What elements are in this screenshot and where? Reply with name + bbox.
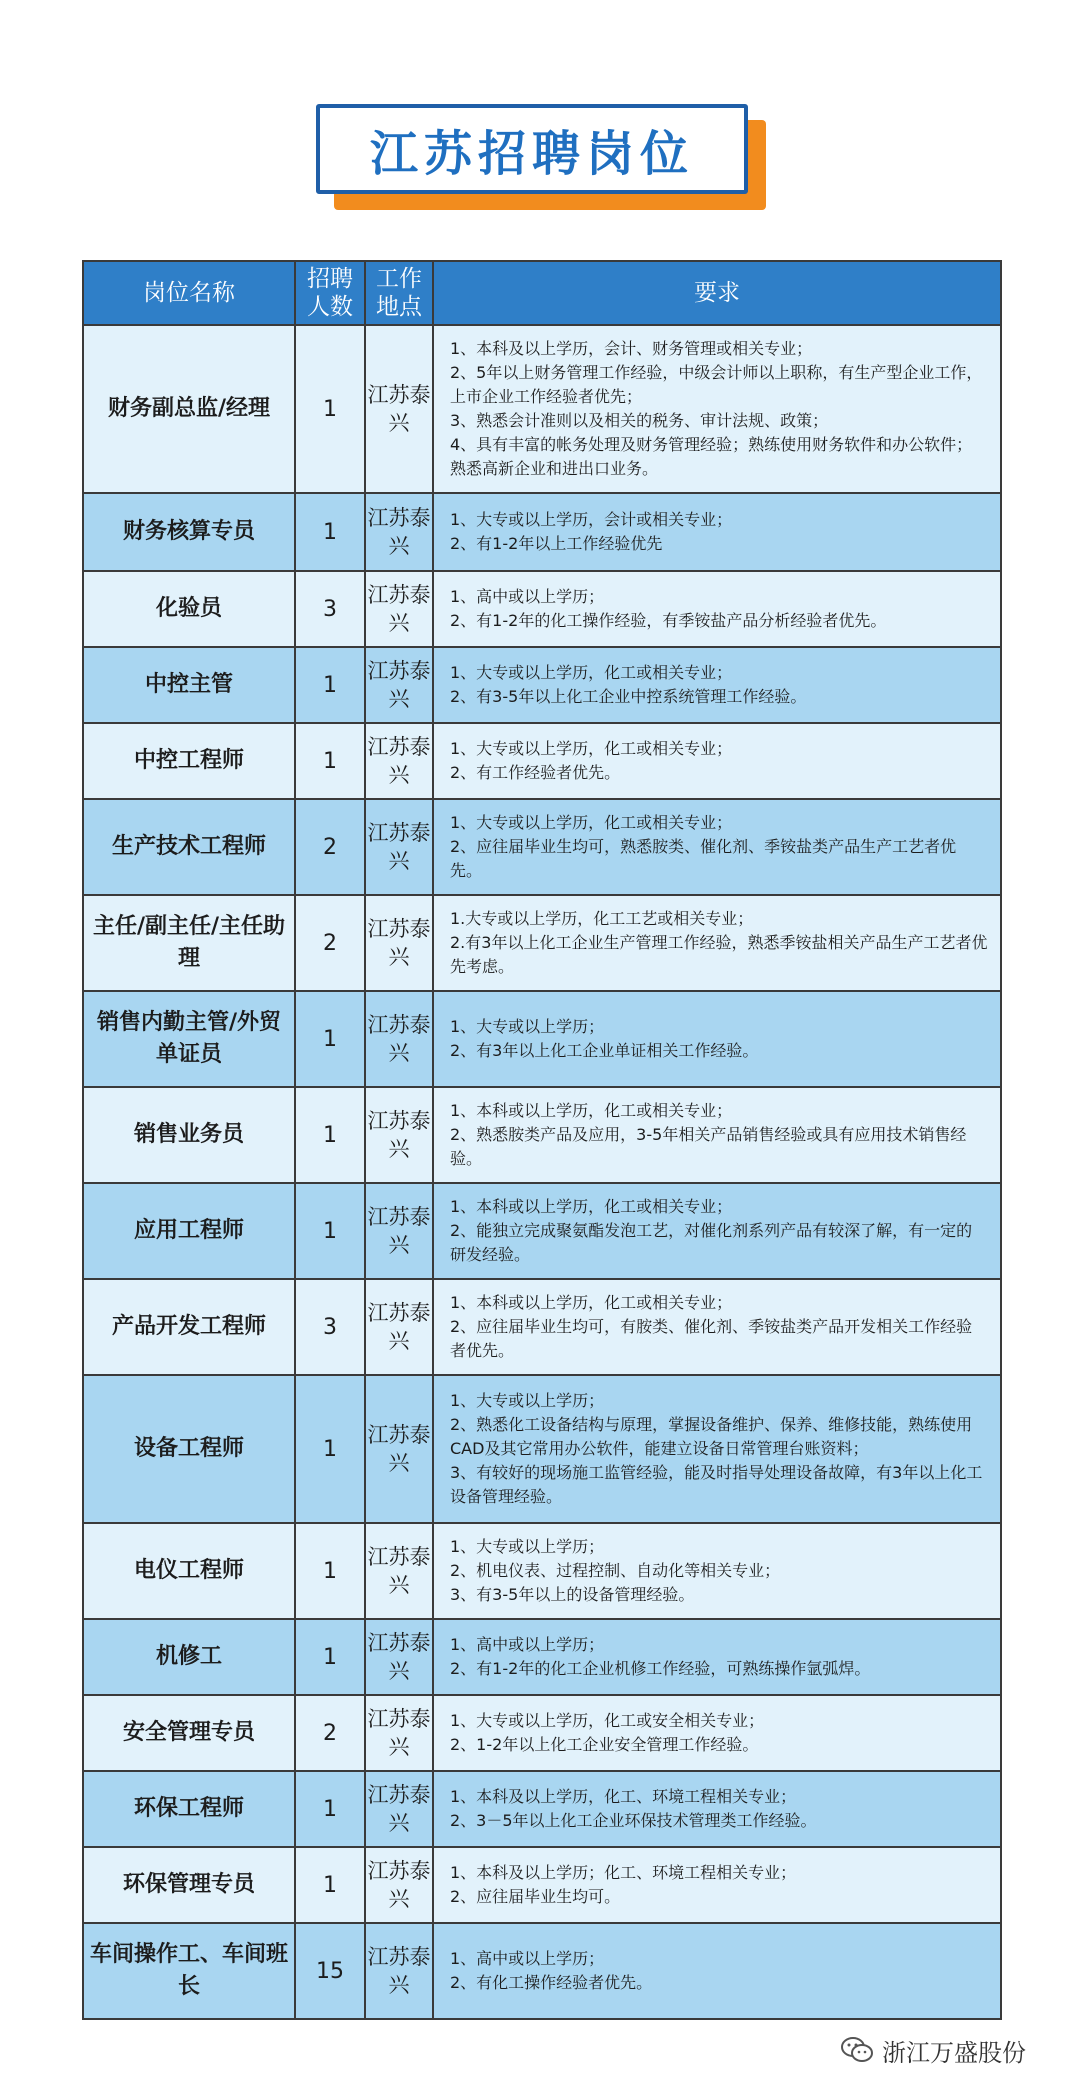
requirements bbox=[433, 1771, 1001, 1847]
requirement-line: 3、熟悉会计准则以及相关的税务、审计法规、政策； bbox=[450, 411, 829, 430]
work-location: 江苏泰兴 bbox=[365, 325, 433, 493]
wechat-icon bbox=[840, 2036, 874, 2064]
work-location: 江苏泰兴 bbox=[365, 799, 433, 895]
headcount: 1 bbox=[295, 1847, 365, 1923]
requirement-line: 1、大专或以上学历，会计或相关专业； bbox=[450, 510, 733, 529]
work-location: 江苏泰兴 bbox=[365, 647, 433, 723]
work-location: 江苏泰兴 bbox=[365, 723, 433, 799]
table-row bbox=[83, 1375, 1001, 1523]
table-row bbox=[83, 647, 1001, 723]
work-location: 江苏泰兴 bbox=[365, 1847, 433, 1923]
requirements bbox=[433, 1695, 1001, 1771]
headcount: 15 bbox=[295, 1923, 365, 2019]
requirement-line: 2、5年以上财务管理工作经验，中级会计师以上职称，有生产型企业工作，上市企业工作经验者优先； bbox=[450, 363, 983, 406]
requirement-line: 1、高中或以上学历； bbox=[450, 1635, 605, 1654]
work-location: 江苏泰兴 bbox=[365, 571, 433, 647]
work-location: 江苏泰兴 bbox=[365, 1771, 433, 1847]
requirement-line: 2、应往届毕业生均可，有胺类、催化剂、季铵盐类产品开发相关工作经验者优先。 bbox=[450, 1317, 973, 1360]
headcount: 1 bbox=[295, 325, 365, 493]
requirement-line: 1、大专或以上学历，化工或相关专业； bbox=[450, 813, 733, 832]
requirement-line: 2、机电仪表、过程控制、自动化等相关专业； bbox=[450, 1561, 781, 1580]
requirements bbox=[433, 1923, 1001, 2019]
requirement-line: 1、大专或以上学历； bbox=[450, 1391, 605, 1410]
position-name: 应用工程师 bbox=[83, 1183, 295, 1279]
table-row bbox=[83, 1523, 1001, 1619]
requirement-line: 2、能独立完成聚氨酯发泡工艺，对催化剂系列产品有较深了解，有一定的研发经验。 bbox=[450, 1221, 973, 1264]
requirement-line: 2、3－5年以上化工企业环保技术管理类工作经验。 bbox=[450, 1811, 817, 1830]
position-name: 生产技术工程师 bbox=[83, 799, 295, 895]
headcount: 1 bbox=[295, 493, 365, 571]
position-name: 财务副总监/经理 bbox=[83, 325, 295, 493]
work-location: 江苏泰兴 bbox=[365, 1087, 433, 1183]
requirements bbox=[433, 1523, 1001, 1619]
position-name: 销售业务员 bbox=[83, 1087, 295, 1183]
header-headcount: 招聘人数 bbox=[295, 261, 365, 325]
requirement-line: 2、熟悉胺类产品及应用，3-5年相关产品销售经验或具有应用技术销售经验。 bbox=[450, 1125, 967, 1168]
requirement-line: 1.大专或以上学历，化工工艺或相关专业； bbox=[450, 909, 754, 928]
requirement-line: 2、有3年以上化工企业单证相关工作经验。 bbox=[450, 1041, 759, 1060]
requirements bbox=[433, 895, 1001, 991]
position-name: 机修工 bbox=[83, 1619, 295, 1695]
requirement-line: 1、本科或以上学历，化工或相关专业； bbox=[450, 1197, 733, 1216]
requirement-line: 2、有工作经验者优先。 bbox=[450, 763, 621, 782]
position-name: 化验员 bbox=[83, 571, 295, 647]
table-row bbox=[83, 1183, 1001, 1279]
headcount: 3 bbox=[295, 1279, 365, 1375]
work-location: 江苏泰兴 bbox=[365, 1279, 433, 1375]
work-location: 江苏泰兴 bbox=[365, 991, 433, 1087]
position-name: 设备工程师 bbox=[83, 1375, 295, 1523]
requirement-line: 2、应往届毕业生均可。 bbox=[450, 1887, 621, 1906]
requirements bbox=[433, 493, 1001, 571]
table-row bbox=[83, 1923, 1001, 2019]
headcount: 3 bbox=[295, 571, 365, 647]
headcount: 1 bbox=[295, 1619, 365, 1695]
headcount: 1 bbox=[295, 1087, 365, 1183]
table-row bbox=[83, 1771, 1001, 1847]
position-name: 中控工程师 bbox=[83, 723, 295, 799]
requirement-line: 1、高中或以上学历； bbox=[450, 587, 605, 606]
table-row bbox=[83, 895, 1001, 991]
table-row bbox=[83, 1279, 1001, 1375]
requirement-line: 1、大专或以上学历，化工或相关专业； bbox=[450, 739, 733, 758]
work-location: 江苏泰兴 bbox=[365, 1375, 433, 1523]
position-name: 产品开发工程师 bbox=[83, 1279, 295, 1375]
requirement-line: 2、应往届毕业生均可，熟悉胺类、催化剂、季铵盐类产品生产工艺者优先。 bbox=[450, 837, 957, 880]
headcount: 1 bbox=[295, 723, 365, 799]
requirements bbox=[433, 571, 1001, 647]
position-name: 环保管理专员 bbox=[83, 1847, 295, 1923]
table-row bbox=[83, 493, 1001, 571]
requirement-line: 2、1-2年以上化工企业安全管理工作经验。 bbox=[450, 1735, 759, 1754]
table-row bbox=[83, 1619, 1001, 1695]
requirements bbox=[433, 799, 1001, 895]
work-location: 江苏泰兴 bbox=[365, 493, 433, 571]
requirement-line: 2.有3年以上化工企业生产管理工作经验，熟悉季铵盐相关产品生产工艺者优先考虑。 bbox=[450, 933, 988, 976]
work-location: 江苏泰兴 bbox=[365, 1619, 433, 1695]
requirement-line: 1、大专或以上学历； bbox=[450, 1017, 605, 1036]
work-location: 江苏泰兴 bbox=[365, 1183, 433, 1279]
table-header-row bbox=[83, 261, 1001, 325]
table-row bbox=[83, 991, 1001, 1087]
header-position-name: 岗位名称 bbox=[83, 261, 295, 325]
requirement-line: 1、本科或以上学历，化工或相关专业； bbox=[450, 1101, 733, 1120]
requirement-line: 2、熟悉化工设备结构与原理，掌握设备维护、保养、维修技能，熟练使用CAD及其它常用办公软件，能建立设备日常管理台账资料； bbox=[450, 1415, 973, 1458]
requirements bbox=[433, 325, 1001, 493]
requirements bbox=[433, 1375, 1001, 1523]
position-name: 安全管理专员 bbox=[83, 1695, 295, 1771]
table-row bbox=[83, 571, 1001, 647]
position-name: 电仪工程师 bbox=[83, 1523, 295, 1619]
headcount: 1 bbox=[295, 1523, 365, 1619]
requirement-line: 4、具有丰富的帐务处理及财务管理经验；熟练使用财务软件和办公软件；熟悉高新企业和进出口业务。 bbox=[450, 435, 973, 478]
requirement-line: 1、高中或以上学历； bbox=[450, 1949, 605, 1968]
requirements bbox=[433, 1183, 1001, 1279]
headcount: 1 bbox=[295, 1375, 365, 1523]
requirement-line: 2、有1-2年的化工操作经验，有季铵盐产品分析经验者优先。 bbox=[450, 611, 887, 630]
table-row bbox=[83, 1695, 1001, 1771]
header-location: 工作地点 bbox=[365, 261, 433, 325]
requirement-line: 1、大专或以上学历； bbox=[450, 1537, 605, 1556]
position-name: 销售内勤主管/外贸单证员 bbox=[83, 991, 295, 1087]
requirement-line: 2、有3-5年以上化工企业中控系统管理工作经验。 bbox=[450, 687, 807, 706]
headcount: 1 bbox=[295, 1183, 365, 1279]
requirement-line: 2、有化工操作经验者优先。 bbox=[450, 1973, 653, 1992]
position-name: 财务核算专员 bbox=[83, 493, 295, 571]
headcount: 1 bbox=[295, 991, 365, 1087]
requirements bbox=[433, 647, 1001, 723]
work-location: 江苏泰兴 bbox=[365, 1523, 433, 1619]
work-location: 江苏泰兴 bbox=[365, 1923, 433, 2019]
position-name: 主任/副主任/主任助理 bbox=[83, 895, 295, 991]
position-name: 车间操作工、车间班长 bbox=[83, 1923, 295, 2019]
requirements bbox=[433, 1087, 1001, 1183]
requirement-line: 1、本科及以上学历；化工、环境工程相关专业； bbox=[450, 1863, 797, 1882]
table-row bbox=[83, 799, 1001, 895]
requirement-line: 1、本科或以上学历，化工或相关专业； bbox=[450, 1293, 733, 1312]
requirements bbox=[433, 1279, 1001, 1375]
headcount: 1 bbox=[295, 1771, 365, 1847]
work-location: 江苏泰兴 bbox=[365, 895, 433, 991]
table-row bbox=[83, 325, 1001, 493]
requirement-line: 2、有1-2年以上工作经验优先 bbox=[450, 534, 663, 553]
requirement-line: 1、大专或以上学历，化工或相关专业； bbox=[450, 663, 733, 682]
position-name: 中控主管 bbox=[83, 647, 295, 723]
headcount: 1 bbox=[295, 647, 365, 723]
requirement-line: 2、有1-2年的化工企业机修工作经验，可熟练操作氩弧焊。 bbox=[450, 1659, 871, 1678]
table-row bbox=[83, 723, 1001, 799]
requirements bbox=[433, 723, 1001, 799]
header-requirements: 要求 bbox=[433, 261, 1001, 325]
recruitment-table bbox=[82, 260, 1002, 2020]
position-name: 环保工程师 bbox=[83, 1771, 295, 1847]
footer-brand-name: 浙江万盛股份 bbox=[882, 2038, 1026, 2067]
requirement-line: 1、本科及以上学历，化工、环境工程相关专业； bbox=[450, 1787, 797, 1806]
headcount: 2 bbox=[295, 1695, 365, 1771]
requirements bbox=[433, 1847, 1001, 1923]
requirement-line: 3、有较好的现场施工监管经验，能及时指导处理设备故障，有3年以上化工设备管理经验。 bbox=[450, 1463, 983, 1506]
title-banner bbox=[316, 104, 756, 200]
table-row bbox=[83, 1087, 1001, 1183]
table-row bbox=[83, 1847, 1001, 1923]
requirements bbox=[433, 1619, 1001, 1695]
headcount: 2 bbox=[295, 799, 365, 895]
requirement-line: 1、大专或以上学历，化工或安全相关专业； bbox=[450, 1711, 765, 1730]
headcount: 2 bbox=[295, 895, 365, 991]
footer-brand bbox=[840, 2034, 1026, 2066]
requirements bbox=[433, 991, 1001, 1087]
work-location: 江苏泰兴 bbox=[365, 1695, 433, 1771]
page-title: 江苏招聘岗位 bbox=[316, 104, 748, 194]
requirement-line: 3、有3-5年以上的设备管理经验。 bbox=[450, 1585, 695, 1604]
requirement-line: 1、本科及以上学历，会计、财务管理或相关专业； bbox=[450, 339, 813, 358]
